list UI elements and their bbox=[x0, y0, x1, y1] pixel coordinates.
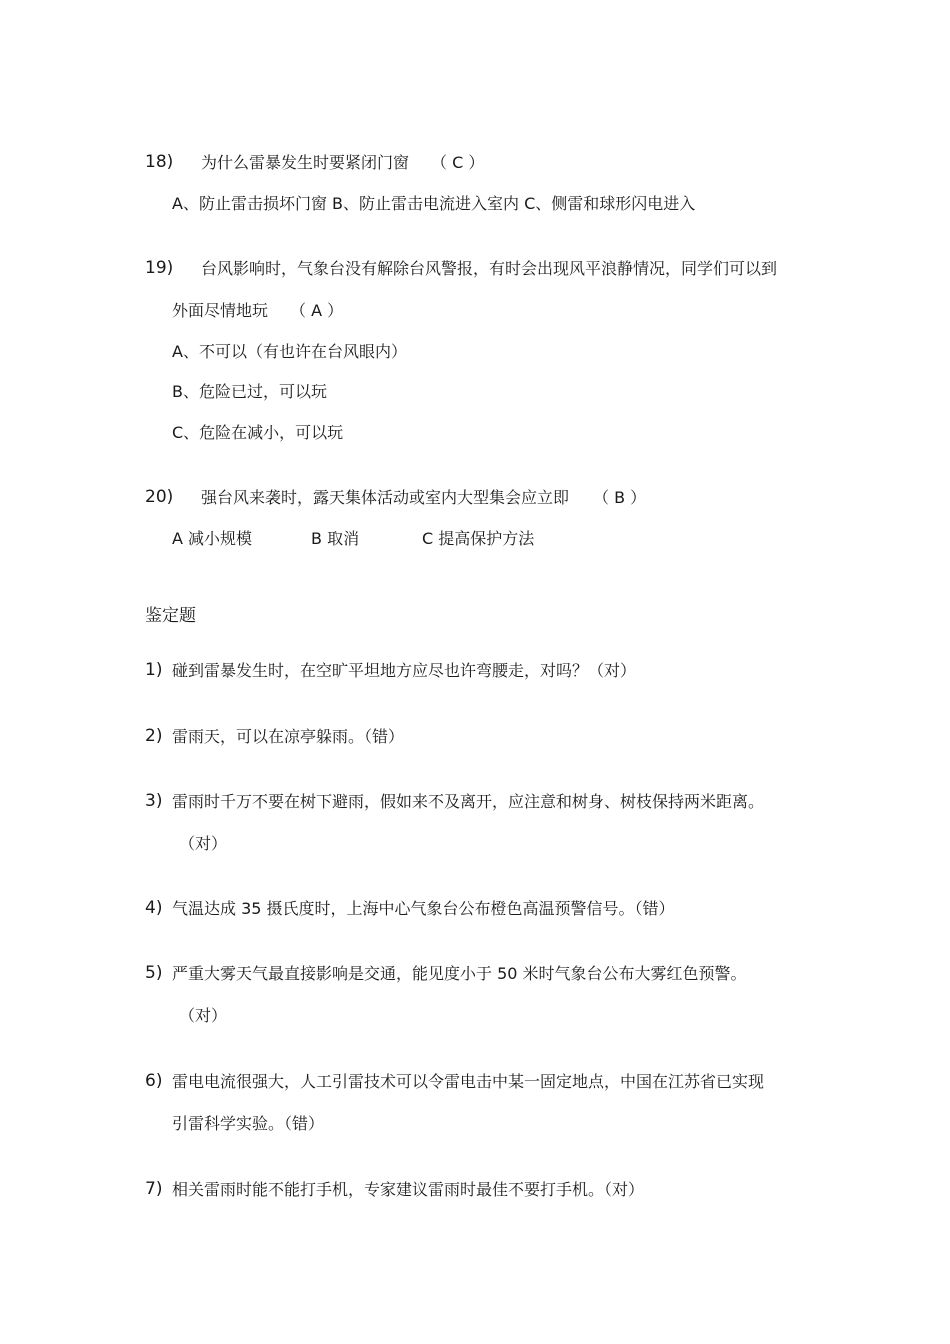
question-19-stem-line1: 台风影响时，气象台没有解除台风警报，有时会出现风平浪静情况，同学们可以到 bbox=[201, 259, 778, 278]
question-20-stem: 强台风来袭时，露天集体活动或室内大型集会应立即 bbox=[201, 488, 570, 507]
question-18-text bbox=[201, 152, 484, 174]
judge-2-number: 2) bbox=[145, 726, 163, 746]
question-19-option-c: C、危险在减小，可以玩 bbox=[172, 423, 344, 442]
question-19-stem-line2 bbox=[172, 300, 343, 322]
question-20-text bbox=[201, 487, 646, 509]
question-18-stem: 为什么雷暴发生时要紧闭门窗 bbox=[201, 153, 410, 172]
judge-7-number: 7) bbox=[145, 1179, 163, 1199]
judge-3-text-cont: （对） bbox=[179, 834, 228, 853]
question-20-answer: （ B ） bbox=[593, 488, 647, 507]
judge-1-number: 1) bbox=[145, 660, 163, 680]
judge-5-text-cont: （对） bbox=[179, 1006, 228, 1025]
judge-6-text: 雷电电流很强大，人工引雷技术可以令雷电击中某一固定地点，中国在江苏省已实现 bbox=[172, 1072, 765, 1091]
question-20-option-a: A 减小规模 bbox=[172, 529, 253, 548]
judge-3-number: 3) bbox=[145, 791, 163, 811]
question-20-option-b: B 取消 bbox=[311, 529, 360, 548]
question-19-option-a: A、不可以（有也许在台风眼内） bbox=[172, 342, 407, 361]
section-title: 鉴定题 bbox=[145, 606, 196, 626]
question-19-answer: （ A ） bbox=[290, 301, 344, 320]
question-19-number: 19) bbox=[145, 258, 174, 278]
question-20-number: 20) bbox=[145, 487, 174, 507]
judge-4-text: 气温达成 35 摄氏度时，上海中心气象台公布橙色高温预警信号。（错） bbox=[172, 899, 675, 918]
judge-3-text: 雷雨时千万不要在树下避雨，假如来不及离开，应注意和树身、树枝保持两米距离。 bbox=[172, 792, 765, 811]
question-18-number: 18) bbox=[145, 152, 174, 172]
judge-7-text: 相关雷雨时能不能打手机，专家建议雷雨时最佳不要打手机。（对） bbox=[172, 1180, 645, 1199]
judge-5-text: 严重大雾天气最直接影响是交通，能见度小于 50 米时气象台公布大雾红色预警。 bbox=[172, 964, 747, 983]
judge-4-number: 4) bbox=[145, 898, 163, 918]
question-20-option-c: C 提高保护方法 bbox=[422, 529, 535, 548]
judge-6-number: 6) bbox=[145, 1071, 163, 1091]
judge-1-text: 碰到雷暴发生时，在空旷平坦地方应尽也许弯腰走，对吗？（对） bbox=[172, 661, 637, 680]
judge-5-number: 5) bbox=[145, 963, 163, 983]
judge-2-text: 雷雨天，可以在凉亭躲雨。（错） bbox=[172, 727, 405, 746]
judge-6-text-cont: 引雷科学实验。（错） bbox=[172, 1114, 325, 1133]
question-19-option-b: B、危险已过，可以玩 bbox=[172, 382, 327, 401]
question-18-options: A、防止雷击损坏门窗 B、防止雷击电流进入室内 C、侧雷和球形闪电进入 bbox=[172, 194, 696, 213]
question-19-stem-end: 外面尽情地玩 bbox=[172, 301, 269, 320]
question-18-answer: （ C ） bbox=[431, 153, 485, 172]
